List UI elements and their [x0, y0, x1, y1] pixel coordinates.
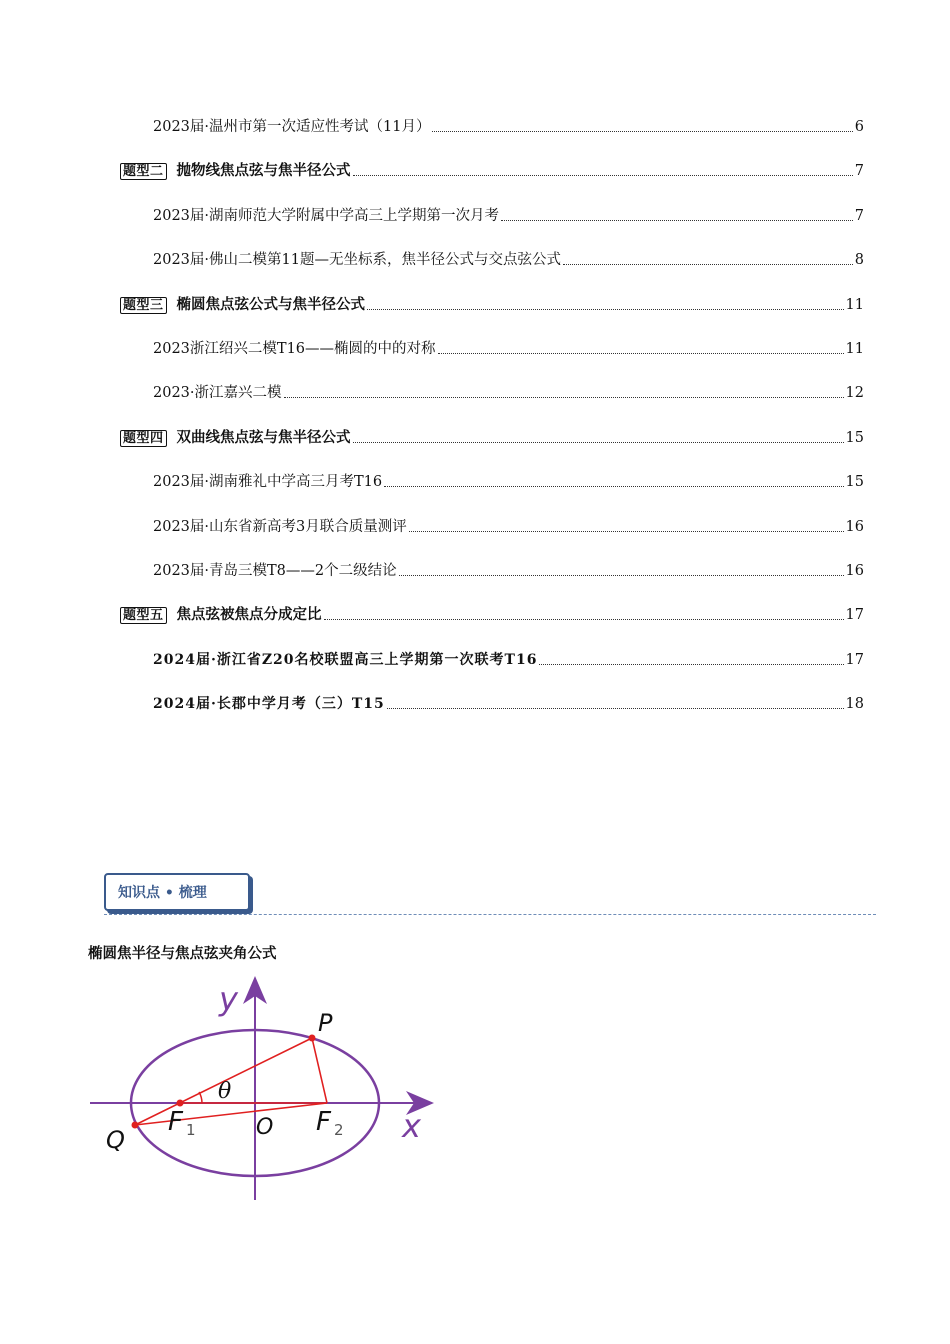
toc-page-number: 18 — [845, 696, 864, 713]
toc-page-number: 11 — [845, 296, 864, 313]
toc-dot-leader — [438, 353, 844, 354]
segment-q-f2 — [135, 1103, 327, 1125]
label-y: y — [219, 980, 238, 1018]
segment-p-f2 — [312, 1038, 327, 1103]
toc-entry-row[interactable] — [153, 650, 864, 670]
toc-dot-leader — [399, 575, 844, 576]
toc-entry-title — [153, 650, 537, 670]
toc-entry-title — [153, 517, 407, 537]
toc-page-number: 7 — [854, 163, 864, 180]
toc-entry-text: 2023届·青岛三模T8——2个二级结论 — [153, 563, 397, 579]
toc-entry-text: 2023届·湖南雅礼中学高三月考T16 — [153, 474, 383, 491]
toc-entry-row[interactable] — [153, 117, 864, 137]
toc-entry-title — [153, 561, 397, 581]
toc-dot-leader — [384, 486, 843, 487]
toc-entry-row[interactable] — [153, 472, 864, 492]
toc-entry-text: 2023届·山东省新高考3月联合质量测评 — [153, 518, 407, 535]
toc-page-number: 16 — [845, 518, 864, 535]
toc-entry-title — [120, 428, 351, 448]
toc-section-badge: 题型二 — [120, 163, 167, 180]
toc-entry-row[interactable] — [153, 383, 864, 403]
label-o: O — [256, 1115, 274, 1140]
toc-page-number: 6 — [854, 119, 864, 135]
label-f1: F 1 — [168, 1107, 196, 1139]
toc-dot-leader — [284, 397, 844, 398]
point-p — [309, 1035, 316, 1042]
toc-entry-text: 椭圆焦点弦公式与焦半径公式 — [176, 296, 366, 313]
toc-entry-title — [153, 339, 436, 359]
toc-dot-leader — [324, 619, 844, 620]
toc-entry-title — [153, 383, 282, 403]
toc-entry-text: 2023届·湖南师范大学附属中学高三上学期第一次月考 — [153, 207, 500, 224]
toc-dot-leader — [367, 309, 844, 310]
toc-page-number: 16 — [845, 563, 864, 579]
section-divider — [104, 914, 876, 915]
toc-entry-text: 抛物线焦点弦与焦半径公式 — [176, 163, 351, 180]
toc-entry-row[interactable] — [153, 250, 864, 270]
toc-entry-text: 2024届·浙江省Z20名校联盟高三上学期第一次联考T16 — [153, 651, 538, 668]
toc-section-row[interactable] — [120, 295, 864, 315]
toc-page-number: 8 — [854, 252, 864, 269]
toc-section-row[interactable] — [120, 161, 864, 181]
toc-entry-title — [153, 472, 382, 492]
toc-page-number: 12 — [845, 385, 864, 402]
toc-entry-title — [120, 605, 322, 625]
toc-entry-text: 焦点弦被焦点分成定比 — [176, 607, 322, 624]
toc-dot-leader — [353, 442, 844, 443]
toc-dot-leader — [432, 131, 852, 132]
toc-entry-text: 2024届·长郡中学月考（三）T15 — [153, 696, 385, 713]
toc-entry-title — [120, 295, 365, 315]
toc-entry-row[interactable] — [153, 561, 864, 581]
toc-entry-title — [153, 694, 385, 714]
label-theta: θ — [218, 1079, 232, 1104]
toc-section-row[interactable] — [120, 428, 864, 448]
toc-entry-title — [153, 117, 430, 137]
toc-entry-text: 2023浙江绍兴二模T16——椭圆的中的对称 — [153, 341, 436, 357]
toc-entry-row[interactable] — [153, 517, 864, 537]
label-x: x — [402, 1107, 421, 1145]
toc-dot-leader — [409, 531, 844, 532]
toc-page-number: 15 — [845, 429, 864, 446]
point-f1 — [177, 1100, 184, 1107]
toc-entry-text: 2023届·温州市第一次适应性考试（11月） — [153, 119, 431, 135]
toc-entry-text: 2023·浙江嘉兴二模 — [153, 385, 282, 402]
toc-entry-row[interactable] — [153, 339, 864, 359]
label-p: P — [318, 1009, 333, 1037]
knowledge-point-label: 知识点 • 梳理 — [118, 885, 207, 901]
label-q: Q — [106, 1126, 125, 1154]
toc-section-badge: 题型四 — [120, 430, 167, 447]
theta-arc — [199, 1092, 202, 1103]
toc-entry-text: 双曲线焦点弦与焦半径公式 — [176, 429, 351, 446]
toc-section-row[interactable] — [120, 605, 864, 625]
toc-entry-row[interactable] — [153, 694, 864, 714]
toc-dot-leader — [539, 664, 843, 665]
knowledge-point-header — [104, 873, 250, 911]
point-q — [132, 1122, 139, 1129]
toc-page-number: 11 — [845, 341, 864, 357]
toc-dot-leader — [563, 264, 853, 265]
toc-entry-title — [120, 161, 351, 181]
toc-entry-text: 2023届·佛山二模第11题—无坐标系，焦半径公式与交点弦公式 — [153, 252, 561, 269]
toc-dot-leader — [353, 175, 853, 176]
toc-entry-row[interactable] — [153, 206, 864, 226]
toc-section-badge: 题型五 — [120, 607, 167, 624]
toc-page-number: 17 — [845, 651, 864, 668]
toc-entry-title — [153, 250, 561, 270]
toc-page-number: 15 — [845, 474, 864, 491]
toc-page-number: 7 — [854, 207, 864, 224]
toc-section-badge: 题型三 — [120, 297, 167, 314]
toc-entry-title — [153, 206, 499, 226]
toc-dot-leader — [501, 220, 853, 221]
toc-page-number: 17 — [845, 607, 864, 624]
ellipse-focal-chord-figure — [80, 970, 450, 1205]
label-f2: F 2 — [316, 1107, 344, 1139]
toc-dot-leader — [387, 708, 844, 709]
figure-title: 椭圆焦半径与焦点弦夹角公式 — [88, 946, 277, 962]
